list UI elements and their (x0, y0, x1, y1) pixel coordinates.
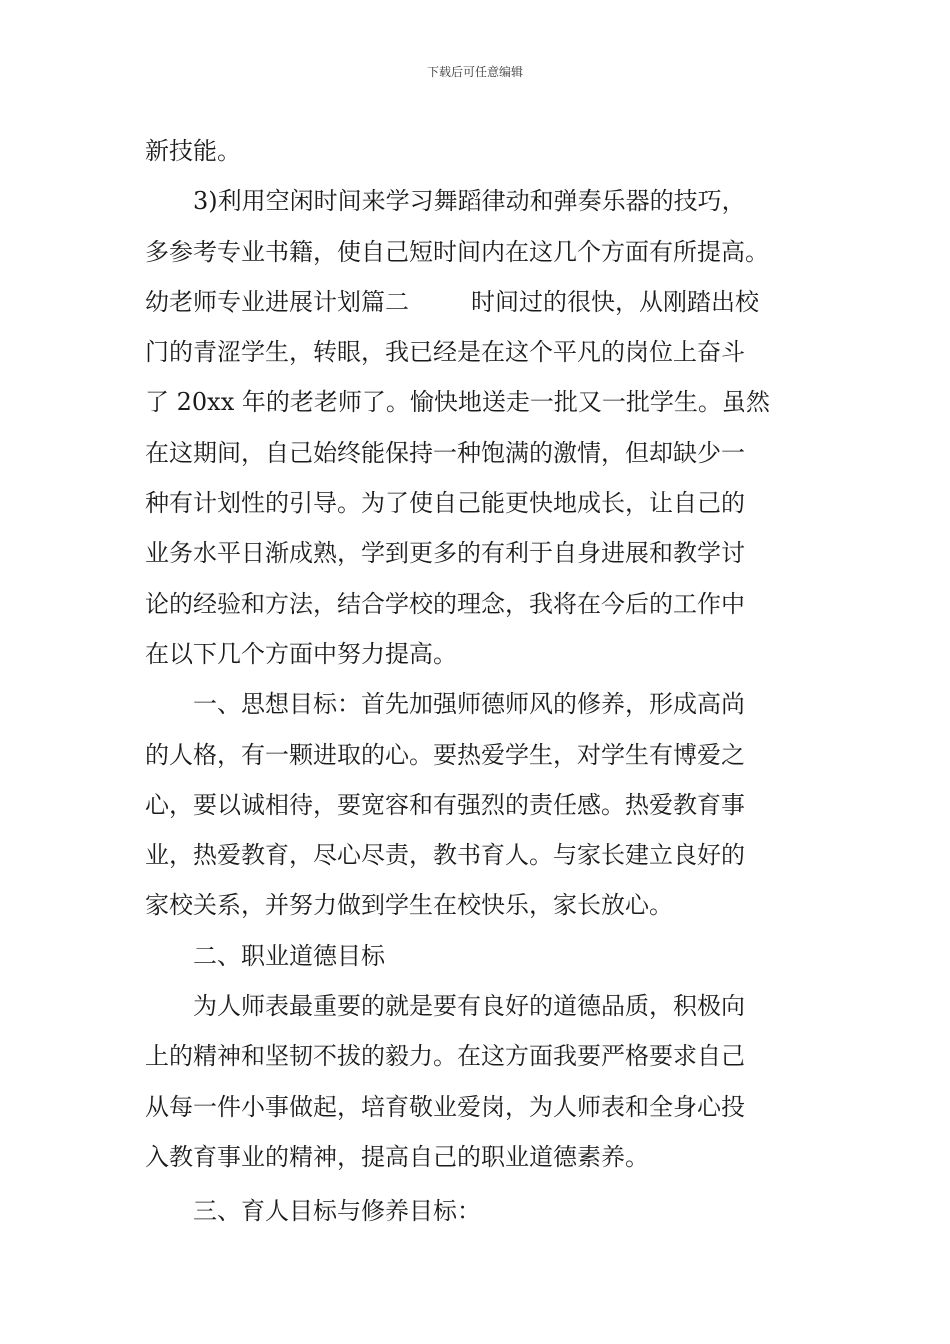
page-header: 下载后可任意编辑 (426, 65, 523, 79)
text-line: 入教育事业的精神，提高自己的职业道德素养。 (145, 1142, 649, 1171)
text-line: 多参考专业书籍，使自己短时间内在这几个方面有所提高。 (145, 237, 769, 266)
text-line: 上的精神和坚韧不拔的毅力。在这方面我要严格要求自己 (145, 1042, 745, 1071)
text-line: 了 20xx 年的老老师了。愉快地送走一批又一批学生。虽然 (145, 388, 770, 417)
section-heading: 幼老师专业进展计划篇二 (145, 287, 409, 316)
section-heading: 二、职业道德目标 (193, 941, 385, 970)
document-body (145, 126, 807, 1237)
text-line: 的人格，有一颗进取的心。要热爱学生，对学生有博爱之 (145, 740, 745, 769)
text-line: 心，要以诚相待，要宽容和有强烈的责任感。热爱教育事 (145, 790, 745, 819)
text-line: 业务水平日渐成熟，学到更多的有利于自身进展和教学讨 (145, 539, 745, 568)
text-line: 新技能。 (145, 137, 241, 165)
text-line: 论的经验和方法，结合学校的理念，我将在今后的工作中 (145, 589, 745, 618)
text-line: 从每一件小事做起，培育敬业爱岗，为人师表和全身心投 (145, 1092, 745, 1121)
text-line: 家校关系，并努力做到学生在校快乐，家长放心。 (145, 891, 673, 920)
text-line: 种有计划性的引导。为了使自己能更快地成长，让自己的 (145, 489, 745, 518)
text-fragment: 时间过的很快，从刚踏出校 (471, 287, 759, 316)
text-line (145, 277, 807, 327)
text-line: 3)利用空闲时间来学习舞蹈律动和弹奏乐器的技巧， (193, 187, 746, 216)
section-heading: 三、育人目标与修养目标： (193, 1197, 481, 1226)
text-line: 一、思想目标：首先加强师德师风的修养，形成高尚 (193, 690, 745, 719)
text-line: 在以下几个方面中努力提高。 (145, 639, 457, 668)
text-line: 在这期间，自己始终能保持一种饱满的激情，但却缺少一 (145, 438, 745, 467)
text-line: 业，热爱教育，尽心尽责，教书育人。与家长建立良好的 (145, 841, 745, 870)
text-line: 为人师表最重要的就是要有良好的道德品质，积极向 (193, 992, 745, 1021)
text-line: 门的青涩学生，转眼，我已经是在这个平凡的岗位上奋斗 (145, 338, 745, 367)
